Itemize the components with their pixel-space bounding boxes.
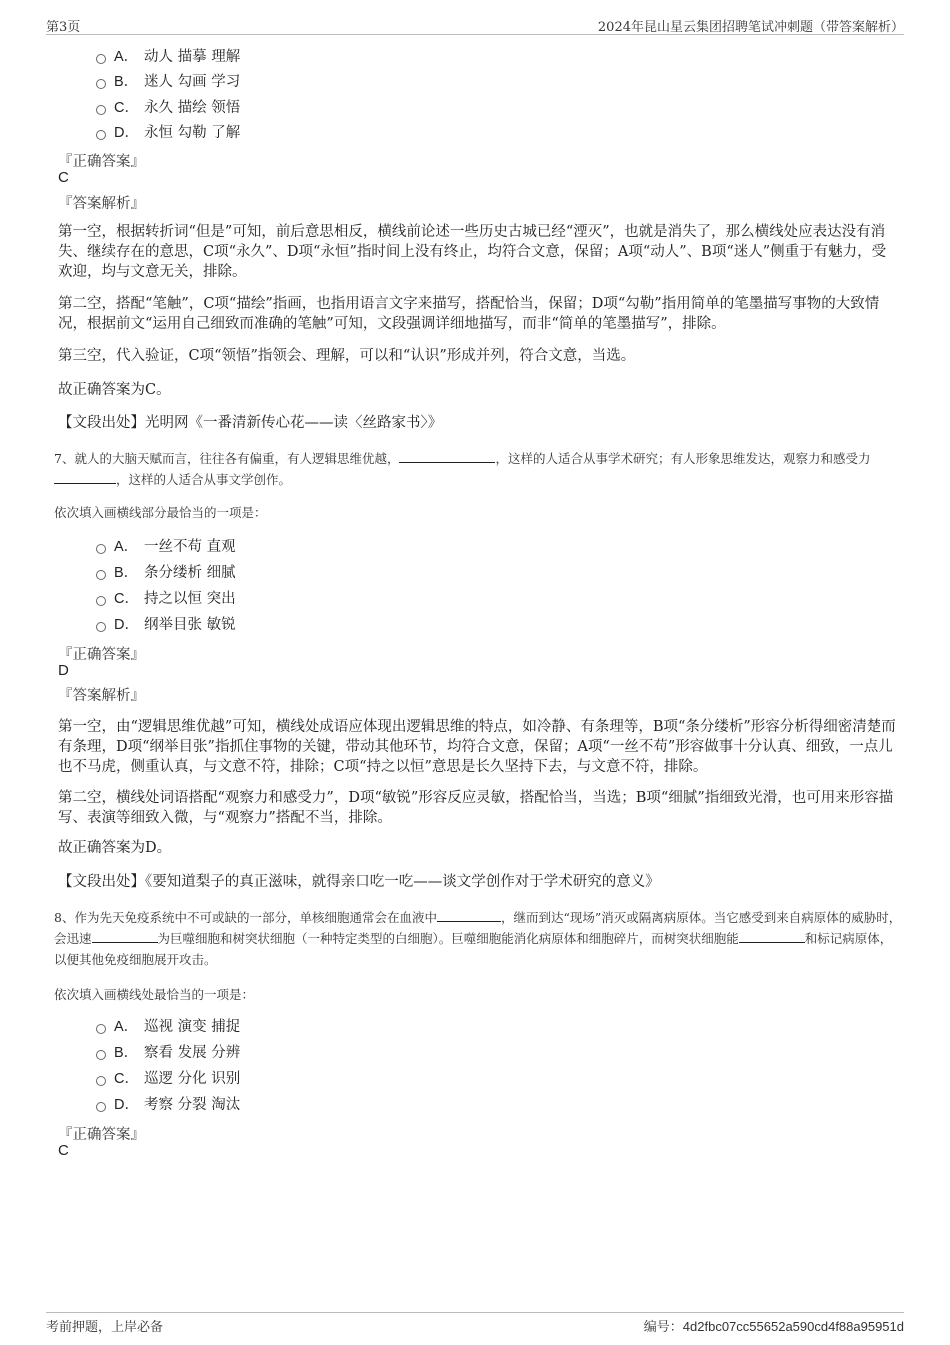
document-code: 编号：4d2fbc07cc55652a590cd4f88a95951d (643, 1319, 904, 1335)
q7-source: 【文段出处】《要知道梨子的真正滋味，就得亲口吃一吃——谈文学创作对于学术研究的意义》 (58, 874, 660, 890)
q7-analysis-p2: 第二空，横线处词语搭配“观察力和感受力”，D项“敏锐”形容反应灵敏，搭配恰当，当选；B项“细腻”指细致光滑，也可用来形容描写、表演等细致入微，与“观察力”搭配不当，排除。 (58, 790, 894, 826)
radio-icon[interactable] (96, 105, 106, 115)
answer-blank (399, 448, 495, 463)
q7-option-c[interactable]: C． 持之以恒 突出 (96, 588, 236, 610)
page-header (46, 14, 904, 35)
q6-answer: C (58, 169, 69, 186)
q6-source: 【文段出处】光明网《一番清新传心花——读〈丝路家书〉》 (58, 415, 443, 431)
q8-option-d[interactable]: D． 考察 分裂 淘汰 (96, 1094, 240, 1116)
q7-analysis-p1: 第一空，由“逻辑思维优越”可知，横线处成语应体现出逻辑思维的特点，如冷静、有条理等，B项“条分缕析”形容分析得细密清楚而有条理，D项“纲举目张”指抓住事物的关键，带动其他环节，均符合文意，保留；A项“一丝不苟”形容做事十分认真、细致，一点儿也不马虎，侧重认真，与文意不符，排除；C项“持之以恒”意思是长久坚持下去，与文意不符，排除。 (58, 719, 896, 775)
q7-prompt: 依次填入画横线部分最恰当的一项是： (54, 505, 267, 520)
document-title: 2024年昆山星云集团招聘笔试冲刺题（带答案解析） (597, 20, 904, 35)
q7-option-a[interactable]: A． 一丝不苟 直观 (96, 536, 236, 558)
q8-stem: 8、作为先天免疫系统中不可或缺的一部分，单核细胞通常会在血液中 ，继而到达“现场”消灭或隔离病原体。当它感受到来自病原体的威胁时，会迅速 为巨噬细胞和树突状细胞（一种特定类型的白细胞）。巨噬细胞能消化病原体和细胞碎片，而树突状细胞能 和标记病原体，以便其他免疫细胞展开攻击。 (54, 907, 904, 970)
radio-icon[interactable] (96, 130, 106, 140)
answer-blank (92, 928, 158, 943)
q6-option-d[interactable]: D． 永恒 勾勒 了解 (96, 122, 240, 144)
q7-answer: D (58, 662, 69, 679)
radio-icon[interactable] (96, 622, 106, 632)
q6-option-a[interactable]: A． 动人 描摹 理解 (96, 46, 240, 68)
q7-answer-label: 『正确答案』 (58, 647, 145, 663)
page-number: 第3页 (46, 20, 81, 35)
radio-icon[interactable] (96, 1024, 106, 1034)
q6-analysis-conclusion: 故正确答案为C。 (58, 382, 171, 398)
q8-option-c[interactable]: C． 巡逻 分化 识别 (96, 1068, 240, 1090)
q8-option-a[interactable]: A． 巡视 演变 捕捉 (96, 1016, 240, 1038)
q8-answer: C (58, 1142, 69, 1159)
q6-analysis-p2: 第二空，搭配“笔触”，C项“描绘”指画，也指用语言文字来描写，搭配恰当，保留；D项“勾勒”指用简单的笔墨描写事物的大致情况，根据前文“运用自己细致而准确的笔触”可知，文段强调详细地描写，而非“简单的笔墨描写”，排除。 (58, 296, 880, 332)
page-footer (46, 1312, 904, 1335)
q6-analysis-label: 『答案解析』 (58, 196, 145, 212)
q6-option-c[interactable]: C． 永久 描绘 领悟 (96, 97, 240, 119)
q6-answer-label: 『正确答案』 (58, 154, 145, 170)
radio-icon[interactable] (96, 79, 106, 89)
q7-option-b[interactable]: B． 条分缕析 细腻 (96, 562, 236, 584)
answer-blank (54, 469, 116, 484)
q6-analysis-p3: 第三空，代入验证，C项“领悟”指领会、理解，可以和“认识”形成并列，符合文意，当选。 (58, 348, 636, 364)
footer-slogan: 考前押题，上岸必备 (46, 1320, 164, 1335)
q7-analysis-label: 『答案解析』 (58, 688, 145, 704)
q8-option-b[interactable]: B． 察看 发展 分辨 (96, 1042, 240, 1064)
radio-icon[interactable] (96, 596, 106, 606)
radio-icon[interactable] (96, 544, 106, 554)
radio-icon[interactable] (96, 570, 106, 580)
answer-blank (739, 928, 805, 943)
q6-analysis-p1: 第一空，根据转折词“但是”可知，前后意思相反，横线前论述一些历史古城已经“湮灭”，也就是消失了，那么横线处应表达没有消失、继续存在的意思，C项“永久”、D项“永恒”指时间上没有终止，均符合文意，保留；A项“动人”、B项“迷人”侧重于有魅力，受欢迎，均与文意无关，排除。 (58, 224, 887, 280)
q8-prompt: 依次填入画横线处最恰当的一项是： (54, 987, 255, 1002)
radio-icon[interactable] (96, 1050, 106, 1060)
answer-blank (437, 907, 501, 922)
q6-option-b[interactable]: B． 迷人 勾画 学习 (96, 71, 240, 93)
radio-icon[interactable] (96, 54, 106, 64)
radio-icon[interactable] (96, 1076, 106, 1086)
q7-stem: 7、就人的大脑天赋而言，往往各有偏重，有人逻辑思维优越， ，这样的人适合从事学术研究；有人形象思维发达，观察力和感受力，这样的人适合从事文学创作。 (54, 448, 904, 490)
q8-answer-label: 『正确答案』 (58, 1127, 145, 1143)
radio-icon[interactable] (96, 1102, 106, 1112)
q7-analysis-conclusion: 故正确答案为D。 (58, 840, 172, 856)
q7-option-d[interactable]: D． 纲举目张 敏锐 (96, 614, 236, 636)
